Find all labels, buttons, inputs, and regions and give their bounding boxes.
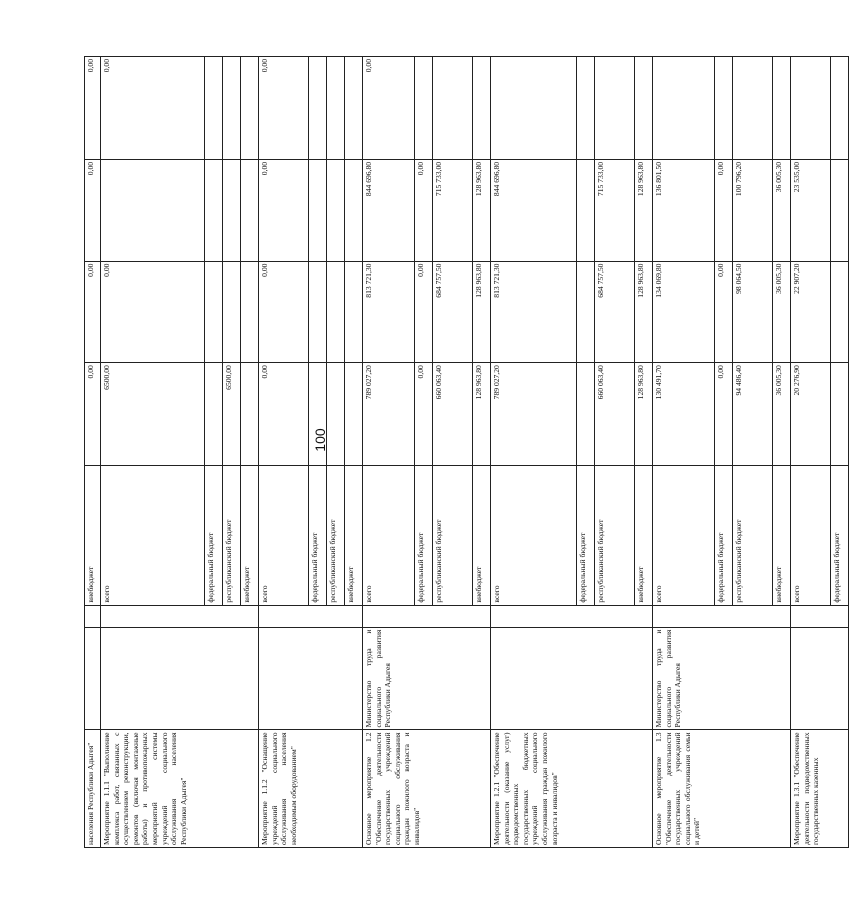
funding-source-cell: федеральный бюджет xyxy=(715,466,733,606)
amount-cell xyxy=(831,261,849,363)
amount-cell xyxy=(345,57,363,160)
activity-name-cell: Мероприятие 1.3.1 "Обеспечение деятельности подведомственных государственных казенных xyxy=(791,730,849,848)
amount-cell xyxy=(241,363,259,466)
amount-cell: 94 486,40 xyxy=(733,363,773,466)
amount-cell: 844 696,80 xyxy=(363,159,415,261)
table-row xyxy=(85,57,101,848)
activity-name-cell: Мероприятие 1.1.1 "Выполнение комплекса работ, связанных с осуществлением реконструкции, ремонтов (включая монтажные работы) и противопожарных мероприятий системы учреждений социального обслуживания населения Республики Адыгея" xyxy=(101,730,259,848)
amount-cell: 128 963,80 xyxy=(635,261,653,363)
amount-cell: 134 069,80 xyxy=(653,261,715,363)
amount-cell xyxy=(577,159,595,261)
amount-cell: 715 733,00 xyxy=(433,159,473,261)
amount-cell: 0,00 xyxy=(363,57,415,160)
funding-source-cell: внебюджет xyxy=(635,466,653,606)
amount-cell: 0,00 xyxy=(259,159,309,261)
executor-cell xyxy=(491,627,653,730)
amount-cell xyxy=(653,57,715,160)
amount-cell: 0,00 xyxy=(101,57,205,160)
amount-cell: 0,00 xyxy=(85,57,101,160)
funding-source-cell: республиканский бюджет xyxy=(433,466,473,606)
amount-cell xyxy=(309,57,327,160)
amount-cell xyxy=(831,159,849,261)
amount-cell xyxy=(831,57,849,160)
funding-source-cell: внебюджет xyxy=(241,466,259,606)
amount-cell: 130 491,70 xyxy=(653,363,715,466)
amount-cell: 36 005,30 xyxy=(773,159,791,261)
funding-source-cell: федеральный бюджет xyxy=(577,466,595,606)
amount-cell: 36 005,30 xyxy=(773,261,791,363)
amount-cell: 0,00 xyxy=(101,261,205,363)
funding-source-cell: федеральный бюджет xyxy=(309,466,327,606)
activity-name-cell: Мероприятие 1.1.2 "Оснащение учреждений социального обслуживания населения необходимым оборудованием" xyxy=(259,730,363,848)
amount-cell: 0,00 xyxy=(259,57,309,160)
table-row xyxy=(363,57,415,848)
activity-name-cell: Основное мероприятие 1.3 "Обеспечение деятельности государственных учреждений социального обслуживания семьи и детей" xyxy=(653,730,791,848)
executor-cell xyxy=(791,627,849,730)
amount-cell xyxy=(241,261,259,363)
amount-cell: 789 027,20 xyxy=(363,363,415,466)
amount-cell: 128 963,80 xyxy=(473,363,491,466)
amount-cell xyxy=(327,159,345,261)
amount-cell xyxy=(733,57,773,160)
amount-cell xyxy=(309,363,327,466)
amount-cell: 844 696,80 xyxy=(491,159,577,261)
amount-cell: 660 063,40 xyxy=(595,363,635,466)
funding-source-cell: всего xyxy=(363,466,415,606)
amount-cell xyxy=(635,57,653,160)
amount-cell: 0,00 xyxy=(715,261,733,363)
amount-cell: 6500,00 xyxy=(223,363,241,466)
amount-cell: 0,00 xyxy=(415,159,433,261)
amount-cell xyxy=(791,57,831,160)
budget-table-body xyxy=(85,57,849,848)
amount-cell xyxy=(205,159,223,261)
funding-source-cell: всего xyxy=(653,466,715,606)
activity-name-cell: населения Республики Адыгея" xyxy=(85,730,101,848)
amount-cell xyxy=(831,363,849,466)
amount-cell: 789 027,20 xyxy=(491,363,577,466)
executor-cell xyxy=(85,627,101,730)
budget-table xyxy=(84,56,849,848)
budget-table-container xyxy=(84,56,841,848)
activity-name-cell: Основное мероприятие 1.2 "Обеспечение деятельности государственных учреждений социального обслуживания граждан пожилого возраста и инвалидов" xyxy=(363,730,491,848)
amount-cell xyxy=(415,57,433,160)
amount-cell xyxy=(101,159,205,261)
amount-cell xyxy=(327,57,345,160)
table-row xyxy=(101,57,205,848)
amount-cell: 660 063,40 xyxy=(433,363,473,466)
amount-cell: 128 963,80 xyxy=(473,159,491,261)
amount-cell xyxy=(241,159,259,261)
amount-cell xyxy=(223,261,241,363)
funding-source-cell: всего xyxy=(791,466,831,606)
amount-cell xyxy=(205,261,223,363)
funding-source-cell: республиканский бюджет xyxy=(223,466,241,606)
funding-source-cell: всего xyxy=(259,466,309,606)
executor-cell xyxy=(101,627,259,730)
amount-cell: 715 733,00 xyxy=(595,159,635,261)
amount-cell: 0,00 xyxy=(85,159,101,261)
amount-cell: 36 005,30 xyxy=(773,363,791,466)
amount-cell xyxy=(577,363,595,466)
funding-source-cell: всего xyxy=(101,466,205,606)
amount-cell xyxy=(577,57,595,160)
amount-cell: 813 721,30 xyxy=(491,261,577,363)
amount-cell xyxy=(433,57,473,160)
spacer-cell xyxy=(491,605,653,627)
amount-cell: 0,00 xyxy=(415,363,433,466)
amount-cell xyxy=(309,261,327,363)
amount-cell: 684 757,50 xyxy=(433,261,473,363)
funding-source-cell: всего xyxy=(491,466,577,606)
amount-cell: 813 721,30 xyxy=(363,261,415,363)
amount-cell xyxy=(345,159,363,261)
spacer-cell xyxy=(85,605,101,627)
spacer-cell xyxy=(653,605,791,627)
amount-cell: 684 757,50 xyxy=(595,261,635,363)
amount-cell xyxy=(241,57,259,160)
activity-name-cell: Мероприятие 1.2.1 "Обеспечение деятельности (оказание услуг) подведомственных государственных бюджетных учреждений социального обслуживания граждан пожилого возраста и инвалидов" xyxy=(491,730,653,848)
amount-cell xyxy=(715,57,733,160)
amount-cell xyxy=(577,261,595,363)
amount-cell xyxy=(595,57,635,160)
amount-cell: 0,00 xyxy=(715,363,733,466)
funding-source-cell: внебюджет xyxy=(473,466,491,606)
funding-source-cell: внебюджет xyxy=(773,466,791,606)
table-row xyxy=(491,57,577,848)
amount-cell: 0,00 xyxy=(715,159,733,261)
funding-source-cell: внебюджет xyxy=(85,466,101,606)
amount-cell xyxy=(223,57,241,160)
amount-cell xyxy=(309,159,327,261)
amount-cell: 0,00 xyxy=(85,261,101,363)
funding-source-cell: федеральный бюджет xyxy=(831,466,849,606)
amount-cell xyxy=(473,57,491,160)
executor-cell xyxy=(259,627,363,730)
executor-cell: Министерство труда и социального развития Республики Адыгея xyxy=(363,627,491,730)
amount-cell: 136 801,50 xyxy=(653,159,715,261)
spacer-cell xyxy=(363,605,491,627)
amount-cell: 20 276,90 xyxy=(791,363,831,466)
amount-cell xyxy=(773,57,791,160)
amount-cell: 100 796,20 xyxy=(733,159,773,261)
amount-cell: 0,00 xyxy=(259,261,309,363)
amount-cell: 128 963,80 xyxy=(635,363,653,466)
amount-cell: 128 963,80 xyxy=(635,159,653,261)
table-row xyxy=(791,57,831,848)
amount-cell xyxy=(327,363,345,466)
funding-source-cell: республиканский бюджет xyxy=(595,466,635,606)
page-number: 100 xyxy=(312,428,328,452)
amount-cell xyxy=(205,57,223,160)
spacer-cell xyxy=(101,605,259,627)
amount-cell: 23 535,00 xyxy=(791,159,831,261)
amount-cell xyxy=(223,159,241,261)
amount-cell xyxy=(491,57,577,160)
funding-source-cell: внебюджет xyxy=(345,466,363,606)
amount-cell: 98 064,50 xyxy=(733,261,773,363)
amount-cell xyxy=(205,363,223,466)
amount-cell: 6500,00 xyxy=(101,363,205,466)
executor-cell: Министерство труда и социального развития Республики Адыгея xyxy=(653,627,791,730)
amount-cell xyxy=(345,363,363,466)
spacer-cell xyxy=(259,605,363,627)
amount-cell: 0,00 xyxy=(259,363,309,466)
funding-source-cell: республиканский бюджет xyxy=(327,466,345,606)
table-row xyxy=(653,57,715,848)
amount-cell: 0,00 xyxy=(415,261,433,363)
funding-source-cell: федеральный бюджет xyxy=(415,466,433,606)
funding-source-cell: федеральный бюджет xyxy=(205,466,223,606)
table-row xyxy=(259,57,309,848)
funding-source-cell: республиканский бюджет xyxy=(733,466,773,606)
amount-cell xyxy=(345,261,363,363)
amount-cell xyxy=(327,261,345,363)
spacer-cell xyxy=(791,605,849,627)
amount-cell: 22 907,20 xyxy=(791,261,831,363)
amount-cell: 128 963,80 xyxy=(473,261,491,363)
amount-cell: 0,00 xyxy=(85,363,101,466)
